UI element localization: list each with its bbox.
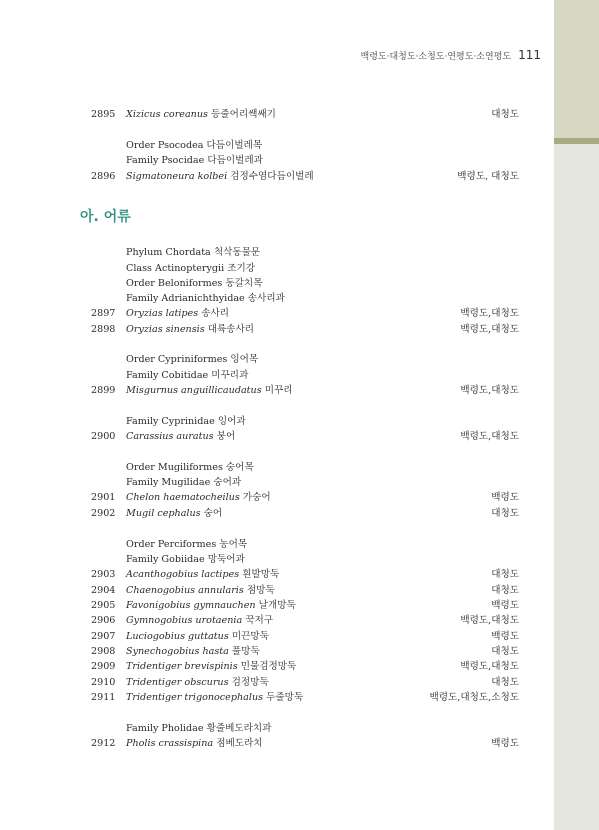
entry-number: 2911	[91, 692, 116, 703]
species-entry	[0, 613, 554, 629]
entry-number: 2906	[91, 615, 116, 626]
taxon-heading	[0, 291, 554, 307]
entry-number: 2895	[91, 109, 116, 120]
locality: 대청도	[491, 646, 519, 657]
taxon-name: Family Gobiidae 망둑어과	[126, 554, 245, 565]
entry-number: 2904	[91, 585, 116, 596]
korean-name: 미꾸리	[264, 385, 293, 396]
korean-name: 민물검정망둑	[240, 661, 297, 672]
taxon-name: Order Beloniformes 동갈치목	[126, 278, 263, 289]
locality: 대청도	[491, 585, 519, 596]
scientific-name: Mugil cephalus	[126, 508, 201, 519]
locality: 백령도,대청도	[460, 431, 519, 442]
scientific-name: Gymnogobius urotaenia	[126, 615, 243, 626]
scientific-name: Oryzias sinensis	[126, 324, 205, 335]
korean-name: 꾹저구	[245, 615, 274, 626]
locality: 백령도	[491, 600, 519, 611]
locality: 백령도,대청도	[460, 615, 519, 626]
locality: 대청도	[491, 569, 519, 580]
species-entry	[0, 644, 554, 660]
taxon-name: Family Adrianichthyidae 송사리과	[126, 293, 285, 304]
taxon-heading	[0, 721, 554, 737]
scientific-name: Luciogobius guttatus	[126, 631, 229, 642]
scientific-name: Oryzias latipes	[126, 308, 199, 319]
taxon-heading	[0, 368, 554, 384]
species-entry	[0, 429, 554, 445]
scientific-name: Chelon haematocheilus	[126, 492, 240, 503]
scientific-name: Tridentiger obscurus	[126, 677, 229, 688]
taxon-name: Order Perciformes 농어목	[126, 539, 248, 550]
taxon-heading	[0, 460, 554, 476]
taxon-heading	[0, 261, 554, 277]
species-entry	[0, 322, 554, 338]
taxon-name: Family Psocidae 다듬이벌레과	[126, 155, 263, 166]
locality: 대청도	[491, 508, 519, 519]
korean-name: 가숭어	[242, 492, 271, 503]
korean-name: 송사리	[201, 308, 230, 319]
scientific-name: Pholis crassispina	[126, 738, 214, 749]
locality: 백령도,대청도	[460, 385, 519, 396]
entry-number: 2901	[91, 492, 116, 503]
taxon-heading	[0, 352, 554, 368]
entry-number: 2905	[91, 600, 116, 611]
locality: 백령도	[491, 631, 519, 642]
chapter-tab-rule	[554, 138, 599, 144]
taxon-name: Class Actinopterygii 조기강	[126, 263, 256, 274]
page-number: 111	[518, 48, 541, 62]
scientific-name: Sigmatoneura kolbei	[126, 171, 228, 182]
taxon-heading	[0, 552, 554, 568]
locality: 대청도	[491, 677, 519, 688]
entry-number: 2897	[91, 308, 116, 319]
scientific-name: Xizicus coreanus	[126, 109, 208, 120]
entry-number: 2902	[91, 508, 116, 519]
locality: 백령도,대청도	[460, 308, 519, 319]
entry-number: 2912	[91, 738, 116, 749]
locality: 백령도	[491, 492, 519, 503]
entry-number: 2896	[91, 171, 116, 182]
section-heading: 아. 어류	[80, 209, 131, 225]
korean-name: 붕어	[216, 431, 236, 442]
entry-number: 2898	[91, 324, 116, 335]
entry-number: 2908	[91, 646, 116, 657]
korean-name: 등줄어리쌕쌔기	[211, 109, 276, 120]
scientific-name: Carassius auratus	[126, 431, 214, 442]
locality: 백령도	[491, 738, 519, 749]
species-entry	[0, 583, 554, 599]
taxon-name: Order Cypriniformes 잉어목	[126, 354, 259, 365]
chapter-tab	[554, 0, 599, 138]
species-entry	[0, 567, 554, 583]
entry-number: 2910	[91, 677, 116, 688]
species-entry	[0, 306, 554, 322]
taxon-name: Family Pholidae 황줄베도라치과	[126, 723, 272, 734]
taxon-name: Order Mugiliformes 숭어목	[126, 462, 254, 473]
korean-name: 미끈망둑	[231, 631, 269, 642]
locality: 대청도	[491, 109, 519, 120]
korean-name: 검정망둑	[231, 677, 269, 688]
taxon-heading	[0, 153, 554, 169]
taxon-heading	[0, 245, 554, 261]
korean-name: 검정수염다듬이벌레	[230, 171, 314, 182]
species-entry	[0, 629, 554, 645]
locality: 백령도,대청도	[460, 324, 519, 335]
species-entry	[0, 383, 554, 399]
taxon-heading	[0, 414, 554, 430]
locality: 백령도,대청도	[460, 661, 519, 672]
entry-number: 2909	[91, 661, 116, 672]
entry-number: 2899	[91, 385, 116, 396]
korean-name: 흰발망둑	[242, 569, 280, 580]
scientific-name: Tridentiger trigonocephalus	[126, 692, 264, 703]
locality: 백령도, 대청도	[457, 171, 519, 182]
species-entry	[0, 506, 554, 522]
entry-number: 2907	[91, 631, 116, 642]
scientific-name: Misgurnus anguillicaudatus	[126, 385, 262, 396]
taxon-name: Family Cyprinidae 잉어과	[126, 416, 246, 427]
running-title: 백령도·대청도·소청도·연평도·소연평도	[360, 52, 512, 62]
species-entry	[0, 598, 554, 614]
korean-name: 풀망둑	[231, 646, 260, 657]
taxon-name: Family Mugilidae 숭어과	[126, 477, 242, 488]
entry-number: 2903	[91, 569, 116, 580]
entry-number: 2900	[91, 431, 116, 442]
species-entry	[0, 690, 554, 706]
korean-name: 날개망둑	[258, 600, 296, 611]
taxon-heading	[0, 276, 554, 292]
scientific-name: Acanthogobius lactipes	[126, 569, 240, 580]
species-entry	[0, 107, 554, 123]
korean-name: 두줄망둑	[266, 692, 304, 703]
locality: 백령도,대청도,소청도	[429, 692, 519, 703]
species-entry	[0, 659, 554, 675]
taxon-name: Order Psocodea 다듬이벌레목	[126, 140, 263, 151]
taxon-name: Phylum Chordata 척삭동물문	[126, 247, 261, 258]
scientific-name: Chaenogobius annularis	[126, 585, 244, 596]
scientific-name: Synechogobius hasta	[126, 646, 229, 657]
taxon-heading	[0, 537, 554, 553]
korean-name: 숭어	[203, 508, 223, 519]
scientific-name: Tridentiger brevispinis	[126, 661, 238, 672]
korean-name: 대륙송사리	[207, 324, 255, 335]
species-entry	[0, 490, 554, 506]
taxon-heading	[0, 138, 554, 154]
scientific-name: Favonigobius gymnauchen	[126, 600, 256, 611]
korean-name: 점베도라치	[216, 738, 263, 749]
taxon-name: Family Cobitidae 미꾸리과	[126, 370, 249, 381]
species-entry	[0, 169, 554, 185]
species-entry	[0, 675, 554, 691]
taxon-heading	[0, 475, 554, 491]
korean-name: 점망둑	[246, 585, 275, 596]
running-header	[361, 48, 541, 62]
species-entry	[0, 736, 554, 752]
